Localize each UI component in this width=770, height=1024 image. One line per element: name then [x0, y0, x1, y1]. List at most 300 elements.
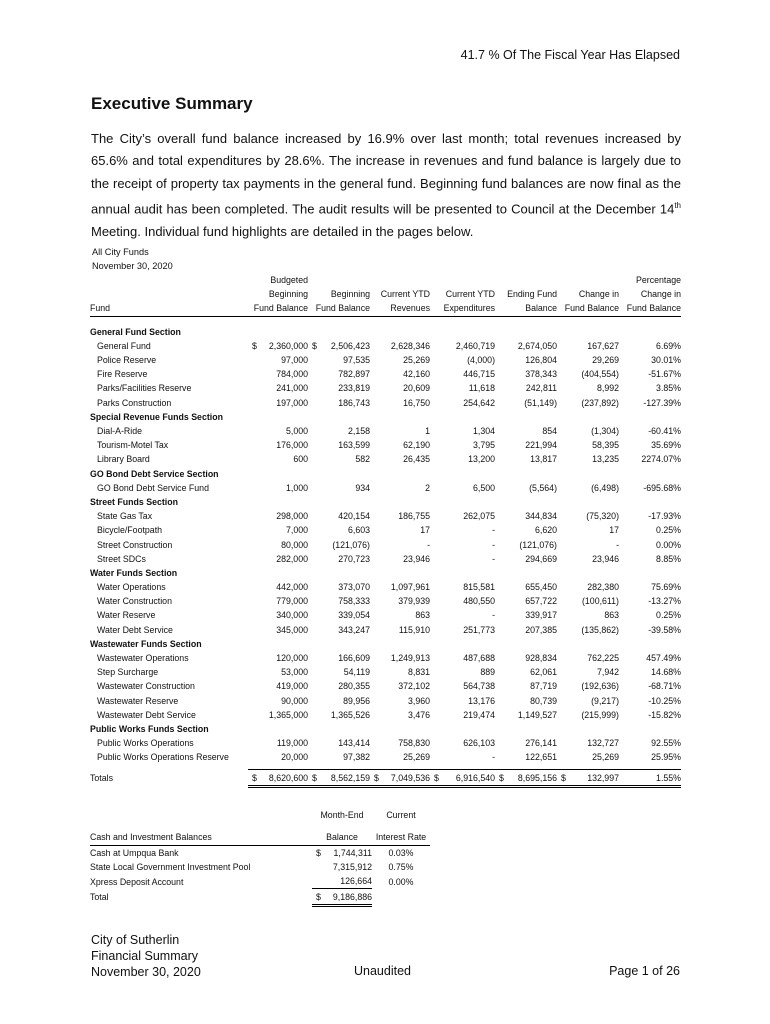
cell-revenues — [370, 481, 430, 495]
value-ending: 221,994 — [525, 440, 557, 451]
cell-change — [557, 381, 619, 395]
cell-beginning — [308, 381, 370, 395]
value-pct: -51.67% — [648, 369, 681, 380]
cell-expenditures — [430, 736, 495, 750]
cell-pct — [619, 509, 681, 523]
value-beginning: 270,723 — [338, 553, 370, 564]
fund-row — [90, 481, 681, 495]
cell-pct — [619, 665, 681, 679]
value-revenues: 17 — [420, 525, 430, 536]
total-expenditures — [430, 770, 495, 786]
value-ending: 928,834 — [525, 653, 557, 664]
cell-budgeted — [248, 651, 308, 665]
fund-row — [90, 367, 681, 381]
fund-row — [90, 708, 681, 722]
cell-budgeted — [248, 523, 308, 537]
value-budgeted: 345,000 — [276, 624, 308, 635]
value-change: 29,269 — [592, 355, 619, 366]
section-title: Public Works Funds Section — [90, 723, 209, 734]
totals-label: Totals — [90, 773, 113, 784]
value-beginning: 233,819 — [338, 383, 370, 394]
cell-pct — [619, 367, 681, 381]
section-title: Wastewater Funds Section — [90, 638, 202, 649]
cell-budgeted — [248, 736, 308, 750]
fund-name: State Gas Tax — [97, 511, 153, 522]
cell-change — [557, 424, 619, 438]
fund-name: Street SDCs — [97, 553, 146, 564]
currency-symbol: $ — [374, 772, 379, 783]
fund-name: Step Surcharge — [97, 667, 159, 678]
cell-pct — [619, 750, 681, 764]
cash-total-balance — [312, 889, 372, 905]
fund-row — [90, 679, 681, 693]
cash-rate: 0.00% — [388, 876, 414, 887]
value-revenues: 25,269 — [403, 752, 430, 763]
value-revenues: - — [427, 539, 430, 550]
cell-expenditures — [430, 424, 495, 438]
cell-ending — [495, 452, 557, 466]
value-expenditures: - — [492, 525, 495, 536]
value-pct: -127.39% — [643, 397, 681, 408]
cell-budgeted — [248, 509, 308, 523]
cell-revenues — [370, 594, 430, 608]
section-header-row — [90, 495, 681, 509]
cell-budgeted — [248, 594, 308, 608]
value-budgeted: 7,000 — [285, 525, 308, 536]
total-value-expenditures: 6,916,540 — [455, 772, 495, 783]
value-change: 25,269 — [592, 752, 619, 763]
cell-expenditures — [430, 381, 495, 395]
value-beginning: 1,365,526 — [330, 709, 370, 720]
fund-row — [90, 537, 681, 551]
fund-row — [90, 452, 681, 466]
cell-revenues — [370, 708, 430, 722]
cell-budgeted — [248, 481, 308, 495]
value-pct: -695.68% — [643, 482, 681, 493]
value-change: (1,304) — [591, 426, 619, 437]
cell-expenditures — [430, 594, 495, 608]
value-budgeted: 90,000 — [281, 695, 308, 706]
header-expenditures-2: Expenditures — [430, 301, 495, 316]
cell-revenues — [370, 679, 430, 693]
cell-budgeted — [248, 552, 308, 566]
value-expenditures: 889 — [480, 667, 495, 678]
value-beginning: 166,609 — [338, 653, 370, 664]
cell-change — [557, 623, 619, 637]
value-ending: 657,722 — [525, 596, 557, 607]
value-beginning: 2,158 — [347, 426, 370, 437]
value-change: 762,225 — [587, 653, 619, 664]
value-ending: 80,739 — [530, 695, 557, 706]
value-budgeted: 298,000 — [276, 511, 308, 522]
value-pct: 35.69% — [651, 440, 681, 451]
total-pct — [619, 770, 681, 786]
cell-budgeted — [248, 665, 308, 679]
fund-row — [90, 580, 681, 594]
cell-expenditures — [430, 438, 495, 452]
value-budgeted: 2,360,000 — [268, 340, 308, 351]
section-header-row — [90, 722, 681, 736]
value-ending: 344,834 — [525, 511, 557, 522]
value-beginning: 97,535 — [343, 355, 370, 366]
header-beginning-1: Beginning — [330, 289, 370, 300]
cell-expenditures — [430, 651, 495, 665]
cell-change — [557, 396, 619, 410]
cell-change — [557, 509, 619, 523]
fund-name: Library Board — [97, 454, 150, 465]
cell-pct — [619, 580, 681, 594]
value-pct: -17.93% — [648, 511, 681, 522]
currency-symbol: $ — [434, 772, 439, 783]
fund-row — [90, 623, 681, 637]
value-ending: 6,620 — [534, 525, 557, 536]
cell-ending — [495, 679, 557, 693]
fund-name: Wastewater Reserve — [97, 695, 179, 706]
header-fund: Fund — [90, 301, 248, 316]
cell-pct — [619, 651, 681, 665]
value-change: 17 — [609, 525, 619, 536]
fund-row — [90, 736, 681, 750]
value-change: 863 — [604, 610, 619, 621]
value-pct: -60.41% — [648, 426, 681, 437]
currency-symbol: $ — [499, 772, 504, 783]
value-change: (6,498) — [591, 482, 619, 493]
cell-expenditures — [430, 339, 495, 353]
value-expenditures: - — [492, 752, 495, 763]
value-expenditures: 815,581 — [463, 582, 495, 593]
fund-name: Water Reserve — [97, 610, 156, 621]
value-beginning: 343,247 — [338, 624, 370, 635]
value-change: (100,611) — [581, 596, 619, 607]
value-expenditures: - — [492, 539, 495, 550]
cell-change — [557, 693, 619, 707]
cell-change — [557, 665, 619, 679]
cell-ending — [495, 509, 557, 523]
cell-expenditures — [430, 509, 495, 523]
fund-row — [90, 424, 681, 438]
fund-name: Police Reserve — [97, 355, 157, 366]
cell-pct — [619, 736, 681, 750]
cash-total-row — [90, 889, 430, 905]
value-beginning: 2,506,423 — [330, 340, 370, 351]
value-change: 8,992 — [596, 383, 619, 394]
cash-rate: 0.03% — [388, 847, 414, 858]
value-change: 58,395 — [592, 440, 619, 451]
fund-balance-table — [90, 273, 681, 788]
cell-expenditures — [430, 679, 495, 693]
fund-row — [90, 353, 681, 367]
header-beginning-2: Fund Balance — [308, 301, 370, 316]
value-revenues: 62,190 — [403, 440, 430, 451]
footer-report: Financial Summary — [91, 949, 198, 963]
value-budgeted: 53,000 — [281, 667, 308, 678]
value-revenues: 16,750 — [403, 397, 430, 408]
fund-row — [90, 651, 681, 665]
executive-summary-paragraph — [91, 128, 681, 243]
cell-beginning — [308, 736, 370, 750]
cell-beginning — [308, 594, 370, 608]
cell-budgeted — [248, 750, 308, 764]
value-ending: 13,817 — [530, 454, 557, 465]
cell-revenues — [370, 580, 430, 594]
value-budgeted: 419,000 — [276, 681, 308, 692]
cell-change — [557, 580, 619, 594]
cell-change — [557, 537, 619, 551]
value-budgeted: 97,000 — [281, 355, 308, 366]
value-beginning: 758,333 — [338, 596, 370, 607]
value-ending: 126,804 — [525, 355, 557, 366]
cell-revenues — [370, 424, 430, 438]
value-beginning: 186,743 — [338, 397, 370, 408]
cash-header-row-1 — [90, 808, 430, 822]
section-title: GO Bond Debt Service Section — [90, 468, 219, 479]
cell-beginning — [308, 339, 370, 353]
value-change: 282,380 — [587, 582, 619, 593]
cell-expenditures — [430, 396, 495, 410]
section-title: Street Funds Section — [90, 496, 178, 507]
fiscal-year-note: 41.7 % Of The Fiscal Year Has Elapsed — [460, 48, 680, 62]
value-ending: 62,061 — [530, 667, 557, 678]
cash-header-rate-1: Current — [386, 810, 416, 820]
header-revenues-2: Revenues — [370, 301, 430, 316]
cell-change — [557, 750, 619, 764]
value-budgeted: 241,000 — [276, 383, 308, 394]
cell-change — [557, 367, 619, 381]
section-title: General Fund Section — [90, 326, 181, 337]
value-expenditures: - — [492, 610, 495, 621]
cell-expenditures — [430, 665, 495, 679]
value-budgeted: 197,000 — [276, 397, 308, 408]
value-ending: 294,669 — [525, 553, 557, 564]
total-revenues — [370, 770, 430, 786]
value-revenues: 2,628,346 — [390, 340, 430, 351]
cell-beginning — [308, 608, 370, 622]
header-row-2 — [90, 287, 681, 301]
value-pct: 457.49% — [646, 653, 681, 664]
value-beginning: 89,956 — [343, 695, 370, 706]
cell-revenues — [370, 438, 430, 452]
value-beginning: 582 — [355, 454, 370, 465]
value-change: (135,862) — [581, 624, 619, 635]
total-budgeted — [248, 770, 308, 786]
fund-name: GO Bond Debt Service Fund — [97, 482, 209, 493]
cell-revenues — [370, 651, 430, 665]
section-header-row — [90, 466, 681, 480]
header-ending-1: Ending Fund — [507, 289, 557, 300]
cell-revenues — [370, 367, 430, 381]
total-value-ending: 8,695,156 — [517, 772, 557, 783]
cell-expenditures — [430, 452, 495, 466]
cell-pct — [619, 481, 681, 495]
footer-block — [91, 932, 201, 980]
cell-beginning — [308, 623, 370, 637]
cash-balance — [312, 860, 372, 874]
value-change: 167,627 — [587, 340, 619, 351]
fund-name: Water Operations — [97, 582, 166, 593]
total-beginning — [308, 770, 370, 786]
cell-revenues — [370, 396, 430, 410]
cell-pct — [619, 693, 681, 707]
value-pct: 2274.07% — [641, 454, 681, 465]
header-pct-3: Fund Balance — [619, 301, 681, 316]
value-revenues: 115,910 — [398, 624, 430, 635]
cash-balance — [312, 874, 372, 889]
header-budgeted-3: Fund Balance — [248, 301, 308, 316]
value-ending: 242,811 — [525, 383, 557, 394]
value-beginning: 373,070 — [338, 582, 370, 593]
cell-ending — [495, 523, 557, 537]
summary-text-before: The City’s overall fund balance increased by 16.9% over last month; total revenues increased by 65.6% and total expenditures by 28.6%. The increase in revenues and fund balance is largely due to the receipt of property tax payments in the general fund. Beginning fund balances are now final as the annual audit has been completed. The audit results will be presented to Council at the December 14 — [91, 131, 681, 217]
value-revenues: 25,269 — [403, 355, 430, 366]
section-title: Water Funds Section — [90, 567, 178, 578]
header-change-2: Fund Balance — [557, 301, 619, 316]
cell-budgeted — [248, 693, 308, 707]
cell-revenues — [370, 750, 430, 764]
cell-pct — [619, 381, 681, 395]
cell-ending — [495, 396, 557, 410]
value-expenditures: 251,773 — [463, 624, 495, 635]
cell-revenues — [370, 608, 430, 622]
header-ending-2: Balance — [495, 301, 557, 316]
cell-beginning — [308, 750, 370, 764]
cell-ending — [495, 708, 557, 722]
fund-name: Street Construction — [97, 539, 173, 550]
cell-budgeted — [248, 708, 308, 722]
value-beginning: 54,119 — [343, 667, 370, 678]
cell-ending — [495, 424, 557, 438]
cell-expenditures — [430, 708, 495, 722]
section-header-row — [90, 325, 681, 339]
cell-budgeted — [248, 537, 308, 551]
value-pct: 8.85% — [656, 553, 681, 564]
header-change-1: Change in — [578, 289, 619, 300]
totals-row — [90, 770, 681, 786]
fund-name: Public Works Operations — [97, 738, 194, 749]
section-header-row — [90, 410, 681, 424]
cell-pct — [619, 679, 681, 693]
value-revenues: 372,102 — [398, 681, 430, 692]
value-budgeted: 20,000 — [281, 752, 308, 763]
value-revenues: 1,249,913 — [390, 653, 430, 664]
cell-budgeted — [248, 381, 308, 395]
value-budgeted: 340,000 — [276, 610, 308, 621]
cell-ending — [495, 552, 557, 566]
value-revenues: 379,939 — [398, 596, 430, 607]
value-change: 132,727 — [587, 738, 619, 749]
value-beginning: 280,355 — [338, 681, 370, 692]
cell-budgeted — [248, 452, 308, 466]
value-ending: 378,343 — [525, 369, 557, 380]
value-budgeted: 120,000 — [276, 653, 308, 664]
cash-header-row-2 — [90, 830, 430, 845]
cell-revenues — [370, 736, 430, 750]
value-pct: -15.82% — [648, 709, 681, 720]
cell-expenditures — [430, 623, 495, 637]
value-revenues: 3,476 — [407, 709, 430, 720]
currency-symbol: $ — [312, 772, 317, 783]
fund-name: Wastewater Operations — [97, 653, 189, 664]
cell-expenditures — [430, 552, 495, 566]
cell-beginning — [308, 693, 370, 707]
cell-change — [557, 651, 619, 665]
fund-row — [90, 396, 681, 410]
cash-total-value: 9,186,886 — [332, 891, 372, 902]
cell-beginning — [308, 665, 370, 679]
value-expenditures: 13,200 — [468, 454, 495, 465]
cell-change — [557, 679, 619, 693]
cell-beginning — [308, 552, 370, 566]
currency-symbol: $ — [561, 772, 566, 783]
value-change: (237,892) — [581, 397, 619, 408]
cell-change — [557, 552, 619, 566]
value-revenues: 42,160 — [403, 369, 430, 380]
value-pct: 92.55% — [651, 738, 681, 749]
section-header-row — [90, 637, 681, 651]
value-pct: 25.95% — [651, 752, 681, 763]
value-change: (404,554) — [581, 369, 619, 380]
cash-balance-value: 126,664 — [340, 876, 372, 887]
cell-ending — [495, 580, 557, 594]
fund-name: Wastewater Construction — [97, 681, 195, 692]
value-change: (215,999) — [581, 709, 619, 720]
cell-revenues — [370, 623, 430, 637]
header-pct-1: Percentage — [636, 275, 681, 285]
total-value-change: 132,997 — [587, 772, 619, 783]
cash-rate: 0.75% — [388, 862, 414, 873]
header-row-3 — [90, 301, 681, 316]
cell-revenues — [370, 665, 430, 679]
cell-pct — [619, 438, 681, 452]
fund-name: Water Construction — [97, 596, 172, 607]
cell-beginning — [308, 396, 370, 410]
value-change: 23,946 — [592, 553, 619, 564]
cell-expenditures — [430, 523, 495, 537]
cell-change — [557, 438, 619, 452]
cell-pct — [619, 353, 681, 367]
value-budgeted: 176,000 — [276, 440, 308, 451]
header-revenues-1: Current YTD — [380, 289, 430, 300]
value-expenditures: 626,103 — [463, 738, 495, 749]
cell-expenditures — [430, 608, 495, 622]
fund-name: Public Works Operations Reserve — [97, 752, 229, 763]
cell-pct — [619, 396, 681, 410]
value-ending: 1,149,527 — [517, 709, 557, 720]
value-pct: -10.25% — [648, 695, 681, 706]
value-budgeted: 119,000 — [276, 738, 308, 749]
value-expenditures: (4,000) — [467, 355, 495, 366]
cell-ending — [495, 481, 557, 495]
cell-revenues — [370, 509, 430, 523]
currency-symbol: $ — [316, 891, 321, 902]
value-beginning: 420,154 — [338, 511, 370, 522]
cell-beginning — [308, 679, 370, 693]
cell-ending — [495, 381, 557, 395]
cell-change — [557, 736, 619, 750]
value-revenues: 2 — [425, 482, 430, 493]
cell-ending — [495, 438, 557, 452]
cell-beginning — [308, 580, 370, 594]
fund-name: Dial-A-Ride — [97, 426, 142, 437]
cell-ending — [495, 353, 557, 367]
cell-revenues — [370, 693, 430, 707]
value-revenues: 1 — [425, 426, 430, 437]
fund-row — [90, 608, 681, 622]
total-value-pct: 1.55% — [656, 772, 681, 783]
cell-budgeted — [248, 339, 308, 353]
value-expenditures: 564,738 — [463, 681, 495, 692]
value-revenues: 186,755 — [398, 511, 430, 522]
value-expenditures: 487,688 — [463, 653, 495, 664]
